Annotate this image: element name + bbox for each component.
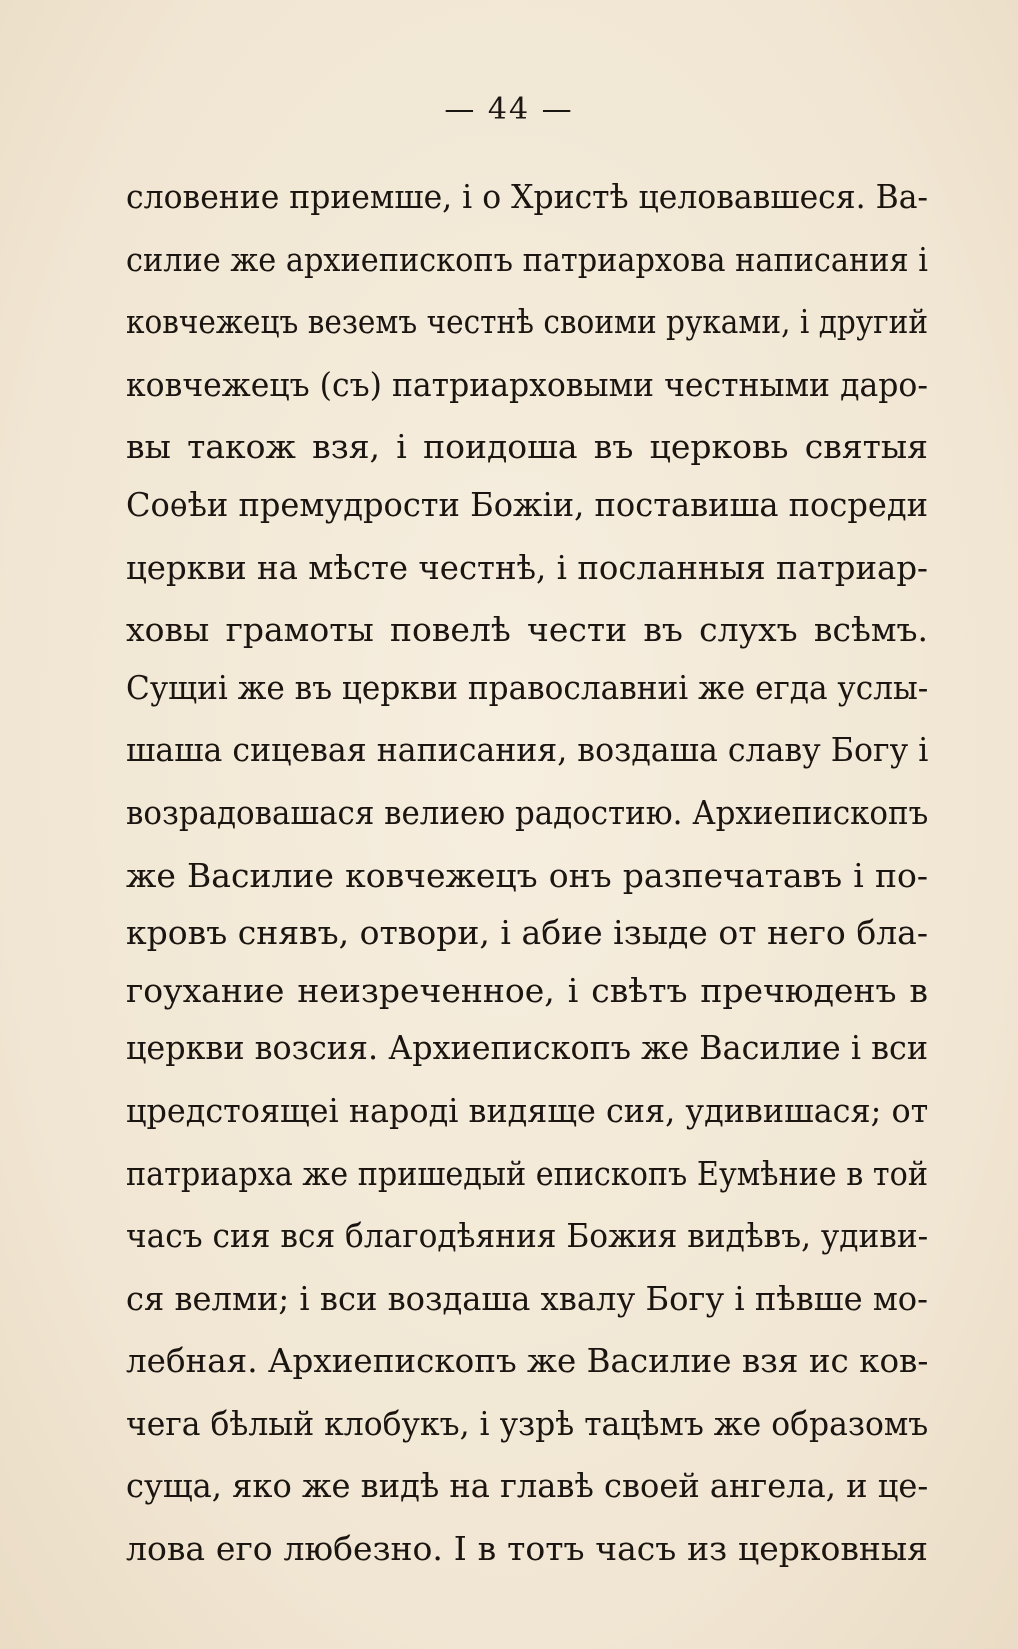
text-line: силие же архиепископъ патриархова написания і bbox=[126, 239, 928, 279]
text-line: патриарха же пришедый епископъ Еумѣние в той bbox=[126, 1153, 928, 1193]
text-line: гоухание неизреченное, і свѣтъ пречюденъ в bbox=[126, 970, 928, 1010]
text-line: ся велми; і вси воздаша хвалу Богу і пѣвше мо- bbox=[126, 1278, 928, 1318]
text-line: же Василие ковчежецъ онъ разпечатавъ і по- bbox=[126, 855, 928, 895]
text-line: Соѳѣи премудрости Божіи, поставиша посреди bbox=[126, 484, 928, 524]
page-number: — 44 — bbox=[444, 92, 574, 127]
text-line: Сущиі же въ церкви православниі же егда услы- bbox=[126, 667, 928, 707]
text-line: цредстоящеі народі видяще сия, удивишася; от bbox=[126, 1090, 928, 1130]
text-line: часъ сия вся благодѣяния Божия видѣвъ, удиви- bbox=[126, 1216, 929, 1256]
text-line: ховы грамоты повелѣ чести въ слухъ всѣмъ. bbox=[126, 610, 928, 650]
text-line: церкви на мѣсте честнѣ, і посланныя патриар- bbox=[126, 547, 928, 587]
text-line: шаша сицевая написания, воздаша славу Богу і bbox=[126, 730, 928, 770]
text-line: кровъ снявъ, отвори, і абие ізыде от него бла- bbox=[126, 913, 928, 953]
text-line: лебная. Архиепископъ же Василие взя ис ков- bbox=[126, 1341, 929, 1381]
text-line: ковчежецъ веземъ честнѣ своими руками, і другий bbox=[126, 302, 929, 342]
text-line: возрадовашася велиею радостию. Архиепископъ bbox=[126, 792, 928, 832]
body-text bbox=[126, 168, 928, 1578]
text-line: словение приемше, і о Христѣ целовавшеся. Ва- bbox=[126, 177, 929, 216]
text-line: ковчежецъ (съ) патриарховыми честными даро- bbox=[126, 364, 928, 404]
text-line: лова его любезно. І в тотъ часъ из церковныя bbox=[126, 1529, 928, 1569]
text-line: суща, яко же видѣ на главѣ своей ангела, и це- bbox=[126, 1466, 928, 1506]
text-line: чега бѣлый клобукъ, і узрѣ тацѣмъ же образомъ bbox=[126, 1403, 929, 1443]
text-line: церкви возсия. Архиепископъ же Василие і вси bbox=[126, 1028, 929, 1068]
text-line: вы також взя, і поидоша въ церковь святыя bbox=[126, 427, 928, 467]
